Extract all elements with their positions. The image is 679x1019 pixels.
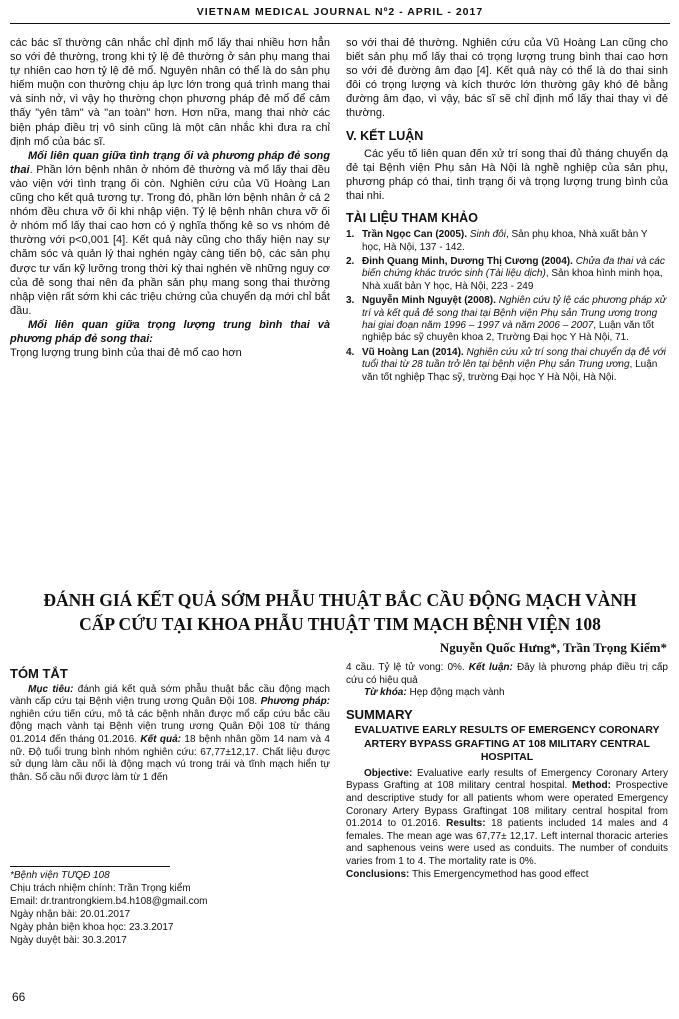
reference-list [346,229,668,384]
footnotes [10,869,330,947]
references-heading: TÀI LIỆU THAM KHẢO [346,211,478,226]
ref-details: , Luận văn tốt nghiệp bác sỹ chuyên khoa 2, Trường Đại học Y Hà Nội, 71. [362,319,654,344]
text-results-en: 18 patients included 14 males and 4 females. The mean age was 67,77± 12,17. Left internal thoracic arteries and saphenous veins were used as conduits. The number of conduits varies from 1 to 4. The mortality rate is 0%. [346,818,669,868]
paragraph: các bác sĩ thường cân nhắc chỉ định mổ lấy thai nhiều hơn hẳn so với đẻ thường, trong khi tỷ lệ đẻ thường ở sản phụ mang thai tự nhiên cao hơn tỷ lệ đẻ mổ. Nguyên nhân có thể là do sản phụ hiếm muộn con thường chịu áp lực lớn trong quá trình mang thai và sinh nở, vì vậy họ thường chọn phương pháp đẻ mổ để cảm thấy "yên tâm" và "an toàn" hơn. Hơn nữa, mang thai nhờ các biện pháp điều trị vô sinh cũng là một cân nhắc khi đưa ra chỉ định mổ của bác sĩ. [10,37,330,148]
text-objective: đánh giá kết quả sớm phẫu thuật bắc cầu động mạch vành cấp cứu tại Bệnh viện trung ương Quân Đội 108. [10,683,330,708]
ref-title: Sinh đôi [469,229,506,241]
text-mortality: 4 cầu. Tỷ lệ tử vong: 0%. [346,662,469,673]
article-authors: Nguyễn Quốc Hưng*, Trần Trọng Kiểm* [439,640,667,655]
paragraph-amniotic [10,149,330,318]
text-results: 18 bệnh nhân gồm 14 nam và 4 nữ. Độ tuổi trung bình nhóm nghiên cứu: 67,77±12,17. Chất liệu được sử dụng làm cầu nối là động mạch vú trong trái và tĩnh mạch hiển tự thân. Số cầu nối được làm từ 1 đến [10,733,330,783]
reference-item [346,229,668,254]
footnote-affiliation: *Bệnh viện TƯQĐ 108 [10,870,110,881]
reference-item [346,295,668,345]
footnote-responsible: Chịu trách nhiệm chính: Trần Trọng kiểm [10,883,191,894]
article-title-line: ĐÁNH GIÁ KẾT QUẢ SỚM PHẪU THUẬT BẮC CẦU ĐỘNG MẠCH VÀNH [43,590,637,610]
page-number: 66 [12,990,26,1004]
article-title-line: CẤP CỨU TẠI KHOA PHẪU THUẬT TIM MẠCH BỆNH VIỆN 108 [79,614,601,634]
label-results: Kết quả: [140,733,182,745]
ref-title: Nghiên cứu xử trí song thai chuyển dạ đẻ với tuổi thai từ 28 tuần trở lên tại bệnh viện Phụ sản Trung ương [362,346,666,371]
ref-author: Nguyễn Minh Nguyệt (2008). [362,295,496,307]
reference-item [346,256,668,293]
summary-heading: SUMMARY [346,706,413,722]
label-conclusions-en: Conclusions: [346,868,410,880]
reference-item [346,347,668,384]
ref-number: 4. [346,346,355,358]
abstract-text [10,684,330,785]
footnote-rule [10,866,170,867]
ref-number: 2. [346,255,355,267]
abstract-text-continued [346,662,668,687]
subheading-amniotic: Mối liên quan giữa tình trạng ối và phương pháp đẻ song thai [10,149,330,176]
abstract-vi-continued [346,662,668,881]
paragraph-text: . Phần lớn bệnh nhân ở nhóm đẻ thường và mổ lấy thai đều vào viện với tình trạng ối còn. Nghiên cứu của Vũ Hoàng Lan cũng cho kết quả tương tự. Trong đó, phần lớn bệnh nhân ở cả 2 nhóm đều chưa vỡ ối khi nhập viện. Tỷ lệ bệnh nhân chưa vỡ ối ở nhóm mổ lấy thai cao hơn có ý nghĩa thống kê so vs nhóm đẻ thường với p<0,001 [4]. Kết quả này cũng cho thấy hiện nay sự chăm sóc và quản lý thai nghén ngày càng tiến bộ, các sản phụ được tư vấn kỹ lưỡng trong thời kỳ thai nghén về những nguy cơ của đẻ song thai nên đa phần sản phụ mang song thai thường nhập viện rất sớm khi các triệu chứng của chuyển dạ mới chỉ bắt đầu. [10,163,330,317]
conclusion-heading: V. KẾT LUẬN [346,128,424,143]
label-method: Phương pháp: [260,696,331,708]
paragraph: Trọng lượng trung bình của thai đẻ mổ cao hơn [10,347,242,360]
label-method-en: Method: [572,780,611,792]
ref-author: Vũ Hoàng Lan (2014). [362,346,464,358]
paragraph: so với thai đẻ thường. Nghiên cứu của Vũ Hoàng Lan cũng cho biết sản phụ mổ lấy thai có trọng lượng trung bình thai cao hơn so với đẻ đường âm đạo [4]. Kết quả này có thể là do thai sinh đôi có trọng lượng và kích thước lớn thường gây khó đẻ bằng đường âm đạo, vì vậy, bác sĩ sẽ chỉ định mổ lấy thai thay vì đẻ thường. [346,37,668,120]
text-method-en: Prospective and descriptive study for all patients whom were operated Emergency Coronary Artery Bypass Graftingat 108 military central hospital from 01.2014 to 01.2016. [346,780,669,830]
text-keywords: Hẹp động mạch vành [406,687,505,699]
ref-number: 3. [346,295,355,307]
abstract-heading: TÓM TẮT [10,666,68,681]
journal-header: VIETNAM MEDICAL JOURNAL Nº2 - APRIL - 2017 [196,6,484,18]
abstract-vi [10,668,330,784]
article-title [10,588,670,636]
summary-title: EVALUATIVE EARLY RESULTS OF EMERGENCY CORONARY ARTERY BYPASS GRAFTING AT 108 MILITARY CENTRAL HOSPITAL [354,724,660,764]
keywords [346,687,668,700]
ref-details: , Luận văn tốt nghiệp Thạc sỹ, trường Đại học Y Hà Nội, Hà Nội. [362,359,658,383]
header-rule [10,23,670,24]
ref-title: Chửa đa thai và các biến chứng khác trước sinh (Tài liệu dịch) [362,255,665,280]
summary-conclusions [346,869,668,882]
footnote-received: Ngày nhận bài: 20.01.2017 [10,909,131,920]
subheading-weight: Mối liên quan giữa trọng lượng trung bình thai và phương pháp đẻ song thai: [10,318,330,345]
ref-author: Đinh Quang Minh, Dương Thị Cương (2004). [362,255,573,267]
ref-author: Trần Ngọc Can (2005). [362,229,468,241]
label-objective-en: Objective: [364,767,413,779]
footnote-reviewed: Ngày phản biện khoa học: 23.3.2017 [10,922,174,933]
right-column [346,36,668,386]
ref-title: Nghiên cứu tỷ lệ các phương pháp xử trí và kết quả đẻ song thai tại Bệnh viện Phụ sản Trung ương trong hai giai đoạn năm 1996 – 1997 và năm 2006 – 2007 [362,295,667,331]
text-method: nghiên cứu tiến cứu, mô tả các bệnh nhân được mổ cấp cứu bắc cầu động mạch vành tại Bệnh viện trung ương Quân Đội 108 từ tháng 01.2014 đến tháng 01.2016. [10,708,330,745]
text-conclusions-en: This Emergencymethod has good effect [409,868,589,880]
label-results-en: Results: [446,818,486,830]
ref-number: 1. [346,229,355,241]
text-objective-en: Evaluative early results of Emergency Coronary Artery Bypass Grafting at 108 military central hospital. [346,767,668,792]
ref-details: , Sản khoa hình minh họa, Nhà xuất bản Y học, Hà Nội, 223 - 249 [362,268,663,292]
footnote-approved: Ngày duyệt bài: 30.3.2017 [10,935,127,946]
summary-text [346,768,668,869]
ref-details: , Sản phụ khoa, Nhà xuất bản Y học, Hà Nội, 137 - 142. [362,229,648,253]
left-column [10,36,330,360]
label-keywords: Từ khóa: [364,687,407,699]
conclusion-text: Các yếu tố liên quan đến xử trí song thai đủ tháng chuyển dạ đẻ tại Bệnh viện Phụ sản Hà Nội là nghề nghiệp của sản phụ, phương pháp có thai, tình trạng ối và trọng lượng trung bình của thai nhi. [346,147,668,202]
footnote-email: Email: dr.trantrongkiem.b4.h108@gmail.com [10,896,208,907]
label-objective: Mục tiêu: [28,683,74,695]
text-conclusion: Đây là phương pháp điều trị cấp cứu có hiệu quả [346,662,668,686]
label-conclusion: Kết luận: [468,662,513,673]
